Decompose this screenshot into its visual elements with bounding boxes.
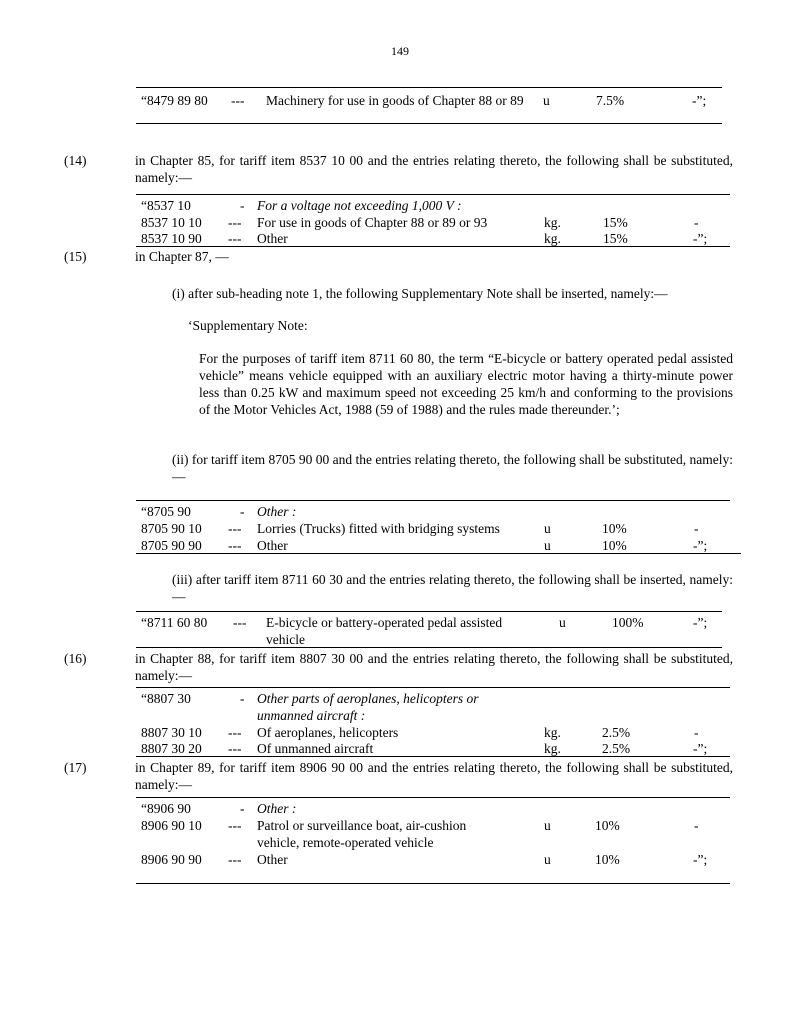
table-rule: [136, 756, 730, 757]
item-description: Other: [257, 538, 288, 553]
unit: kg.: [544, 725, 561, 740]
dash-marker: ---: [228, 741, 242, 756]
item-text: in Chapter 89, for tariff item 8906 90 00 and the entries relating thereto, the following shall be substituted, namely:—: [135, 760, 733, 792]
unit: u: [544, 521, 551, 536]
duty-rate: 7.5%: [596, 93, 625, 108]
dash-marker: -: [240, 504, 245, 519]
duty-rate: 2.5%: [602, 741, 631, 756]
table-rule: [136, 687, 730, 688]
row-end-mark: -”;: [693, 538, 708, 553]
sub-clause-ii: (ii) for tariff item 8705 90 00 and the entries relating thereto, the following shall be substituted, namely:—: [172, 452, 733, 484]
table-rule: [136, 647, 722, 648]
tariff-code: “8479 89 80: [141, 93, 208, 108]
row-end-mark: -”;: [693, 231, 708, 246]
unit: u: [544, 852, 551, 867]
item-description: Other parts of aeroplanes, helicopters or unmanned aircraft :: [257, 691, 479, 723]
dash-marker: ---: [233, 615, 247, 630]
item-number: (16): [64, 651, 87, 666]
duty-rate: 10%: [602, 538, 627, 553]
tariff-code: 8705 90 10: [141, 521, 202, 536]
tariff-code: 8807 30 10: [141, 725, 202, 740]
tariff-code: 8906 90 90: [141, 852, 202, 867]
item-number: (15): [64, 249, 87, 264]
item-description: E-bicycle or battery-operated pedal assisted vehicle: [266, 615, 503, 647]
item-number: (17): [64, 760, 87, 775]
dash-marker: ---: [228, 231, 242, 246]
unit: u: [559, 615, 566, 630]
item-description: Other: [257, 231, 288, 246]
dash-marker: -: [240, 691, 245, 706]
row-end-mark: -: [694, 521, 699, 536]
table-rule: [136, 246, 730, 247]
item-description: Of unmanned aircraft: [257, 741, 374, 756]
item-description: Of aeroplanes, helicopters: [257, 725, 399, 740]
table-rule: [136, 883, 730, 884]
supplementary-note-title: ‘Supplementary Note:: [188, 318, 308, 333]
row-end-mark: -: [694, 818, 699, 833]
dash-marker: ---: [231, 93, 245, 108]
duty-rate: 10%: [595, 852, 620, 867]
unit: kg.: [544, 741, 561, 756]
item-text: in Chapter 85, for tariff item 8537 10 00 and the entries relating thereto, the following shall be substituted, namely:—: [135, 153, 733, 185]
item-description: Machinery for use in goods of Chapter 88 or 89: [266, 93, 524, 108]
row-end-mark: -”;: [693, 741, 708, 756]
unit: kg.: [544, 231, 561, 246]
unit: u: [543, 93, 550, 108]
item-description: Other :: [257, 504, 297, 519]
tariff-code: “8906 90: [141, 801, 191, 816]
duty-rate: 10%: [602, 521, 627, 536]
item-description: Lorries (Trucks) fitted with bridging systems: [257, 521, 500, 536]
row-end-mark: -”;: [693, 852, 708, 867]
item-number: (14): [64, 153, 87, 168]
item-text: in Chapter 88, for tariff item 8807 30 00 and the entries relating thereto, the following shall be substituted, namely:—: [135, 651, 733, 683]
duty-rate: 100%: [612, 615, 644, 630]
item-text: in Chapter 87, —: [135, 249, 229, 264]
sub-clause-i: (i) after sub-heading note 1, the following Supplementary Note shall be inserted, namely:—: [172, 286, 668, 301]
table-rule: [136, 553, 741, 554]
unit: u: [544, 538, 551, 553]
item-description: Patrol or surveillance boat, air-cushion vehicle, remote-operated vehicle: [257, 818, 467, 850]
tariff-code: 8906 90 10: [141, 818, 202, 833]
duty-rate: 15%: [603, 231, 628, 246]
dash-marker: ---: [228, 215, 242, 230]
table-rule: [136, 611, 722, 612]
dash-marker: -: [240, 801, 245, 816]
tariff-code: 8537 10 90: [141, 231, 202, 246]
duty-rate: 2.5%: [602, 725, 631, 740]
table-rule: [136, 123, 722, 124]
table-rule: [136, 194, 730, 195]
tariff-code: “8807 30: [141, 691, 191, 706]
dash-marker: ---: [228, 521, 242, 536]
table-rule: [136, 797, 730, 798]
item-description: For use in goods of Chapter 88 or 89 or 93: [257, 215, 488, 230]
item-description: Other :: [257, 801, 297, 816]
item-description: For a voltage not exceeding 1,000 V :: [257, 198, 462, 213]
unit: kg.: [544, 215, 561, 230]
sub-clause-iii: (iii) after tariff item 8711 60 30 and the entries relating thereto, the following shall be inserted, namely:—: [172, 572, 733, 604]
tariff-code: 8807 30 20: [141, 741, 202, 756]
tariff-code: “8537 10: [141, 198, 191, 213]
table-rule: [136, 87, 722, 88]
tariff-code: “8711 60 80: [141, 615, 208, 630]
dash-marker: -: [240, 198, 245, 213]
tariff-code: 8537 10 10: [141, 215, 202, 230]
row-end-mark: -”;: [692, 93, 707, 108]
table-rule: [136, 500, 730, 501]
tariff-code: “8705 90: [141, 504, 191, 519]
dash-marker: ---: [228, 725, 242, 740]
page-number: 149: [391, 44, 409, 58]
dash-marker: ---: [228, 538, 242, 553]
item-description: Other: [257, 852, 288, 867]
tariff-code: 8705 90 90: [141, 538, 202, 553]
dash-marker: ---: [228, 818, 242, 833]
duty-rate: 10%: [595, 818, 620, 833]
unit: u: [544, 818, 551, 833]
dash-marker: ---: [228, 852, 242, 867]
row-end-mark: -: [694, 725, 699, 740]
duty-rate: 15%: [603, 215, 628, 230]
row-end-mark: -”;: [693, 615, 708, 630]
supplementary-note-text: For the purposes of tariff item 8711 60 80, the term “E-bicycle or battery operated pedal assisted vehicle” means vehicle equipped with an auxiliary electric motor having a thirty-minute power less than 0.25 kW and maximum speed not exceeding 25 km/h and conforming to the provisions of the Motor Vehicles Act, 1988 (59 of 1988) and the rules made thereunder.’;: [199, 351, 733, 417]
row-end-mark: -: [694, 215, 699, 230]
